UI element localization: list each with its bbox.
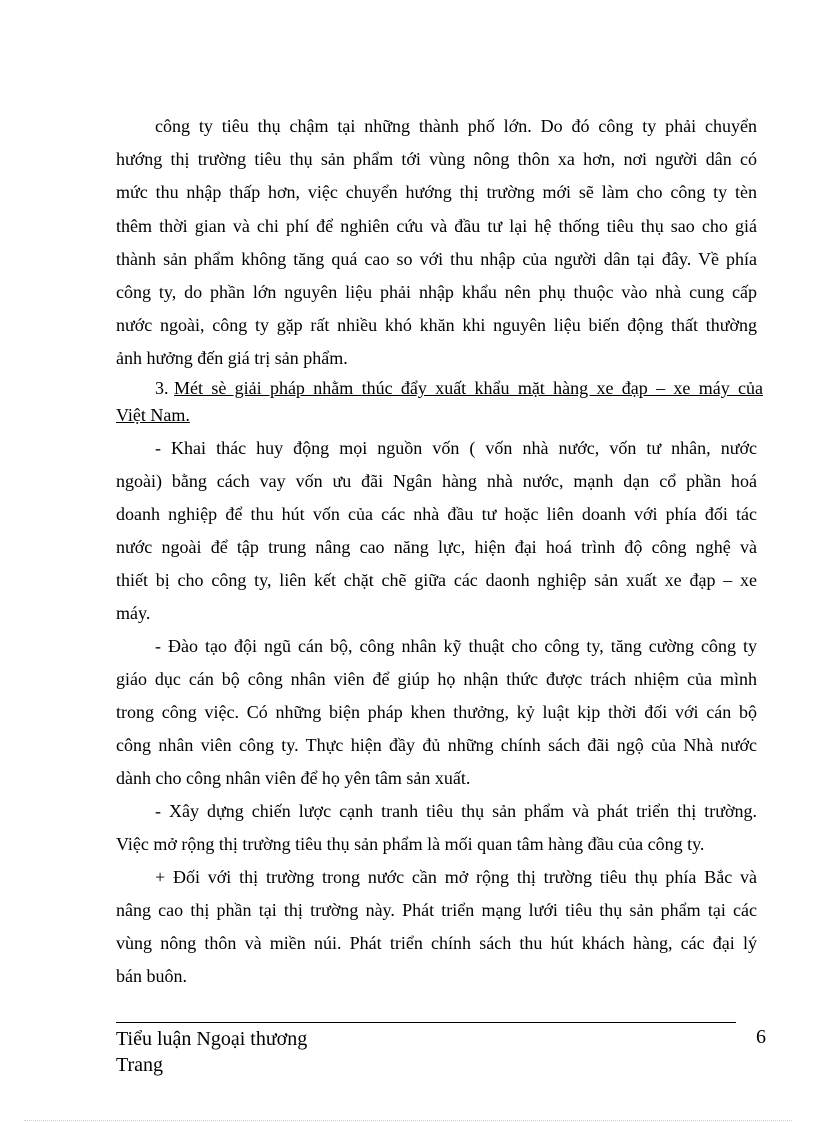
text-line: giáo dục cán bộ công nhân viên để giúp họ nhận thức được trách nhiệm của mình [116, 669, 757, 689]
text-line: + Đối với thị trường trong nước cần mở rộng thị trường tiêu thụ phía Bắc và [155, 867, 757, 887]
text-line: Việc mở rộng thị trường tiêu thụ sản phẩm là mối quan tâm hàng đầu của công ty. [116, 834, 705, 854]
footer-title: Tiểu luận Ngoại thương [116, 1028, 308, 1050]
text-line: máy. [116, 603, 151, 623]
text-line: dành cho công nhân viên để họ yên tâm sản xuất. [116, 768, 471, 788]
text-line: thành sản phẩm không tăng quá cao so với thu nhập của người dân tại đây. Về phía [116, 249, 757, 269]
text-line: công ty, do phần lớn nguyên liệu phải nhập khẩu nên phụ thuộc vào nhà cung cấp [116, 282, 757, 302]
text-line: ngoài) bằng cách vay vốn ưu đãi Ngân hàng nhà nước, mạnh dạn cổ phần hoá [116, 471, 757, 491]
text-line: bán buôn. [116, 966, 187, 986]
heading-number: 3. [155, 378, 169, 398]
text-line: - Khai thác huy động mọi nguồn vốn ( vốn nhà nước, vốn tư nhân, nước [155, 438, 757, 458]
text-line: vùng nông thôn và miền núi. Phát triển chính sách thu hút khách hàng, các đại lý [116, 933, 757, 953]
text-line: trong công việc. Có những biện pháp khen thưởng, kỷ luật kịp thời đối với cán bộ [116, 702, 757, 722]
text-line: doanh nghiệp để thu hút vốn của các nhà đầu tư hoặc liên doanh với phía đối tác [116, 504, 757, 524]
text-line: nước ngoài để tập trung nâng cao năng lực, hiện đại hoá trình độ công nghệ và [116, 537, 757, 557]
footer-divider [116, 1022, 736, 1023]
heading-title-line: Mét sè giải pháp nhằm thúc đẩy xuất khẩu mặt hàng xe đạp – xe máy của [174, 378, 763, 398]
text-line: công ty tiêu thụ chậm tại những thành phố lớn. Do đó công ty phải chuyển [155, 116, 757, 136]
text-line: thiết bị cho công ty, liên kết chặt chẽ giữa các daonh nghiệp sản xuất xe đạp – xe [116, 570, 757, 590]
heading-title-line: Việt Nam. [116, 405, 190, 425]
text-line: công nhân viên công ty. Thực hiện đầy đủ những chính sách đãi ngộ của Nhà nước [116, 735, 757, 755]
page-number: 6 [756, 1026, 766, 1048]
text-line: mức thu nhập thấp hơn, việc chuyển hướng thị trường mới sẽ làm cho công ty tèn [116, 182, 757, 202]
page-bottom-border [24, 1120, 792, 1121]
text-line: hướng thị trường tiêu thụ sản phẩm tới vùng nông thôn xa hơn, nơi người dân có [116, 149, 757, 169]
text-line: nâng cao thị phần tại thị trường này. Phát triển mạng lưới tiêu thụ sản phẩm tại các [116, 900, 757, 920]
text-line: nước ngoài, công ty gặp rất nhiều khó khăn khi nguyên liệu biến động thất thường [116, 315, 757, 335]
text-line: thêm thời gian và chi phí để nghiên cứu và đầu tư lại hệ thống tiêu thụ sao cho giá [116, 216, 757, 236]
text-line: ảnh hưởng đến giá trị sản phẩm. [116, 348, 348, 368]
text-line: - Đào tạo đội ngũ cán bộ, công nhân kỹ thuật cho công ty, tăng cường công ty [155, 636, 757, 656]
text-line: - Xây dựng chiến lược cạnh tranh tiêu thụ sản phẩm và phát triển thị trường. [155, 801, 757, 821]
footer-trang-label: Trang [116, 1054, 164, 1076]
